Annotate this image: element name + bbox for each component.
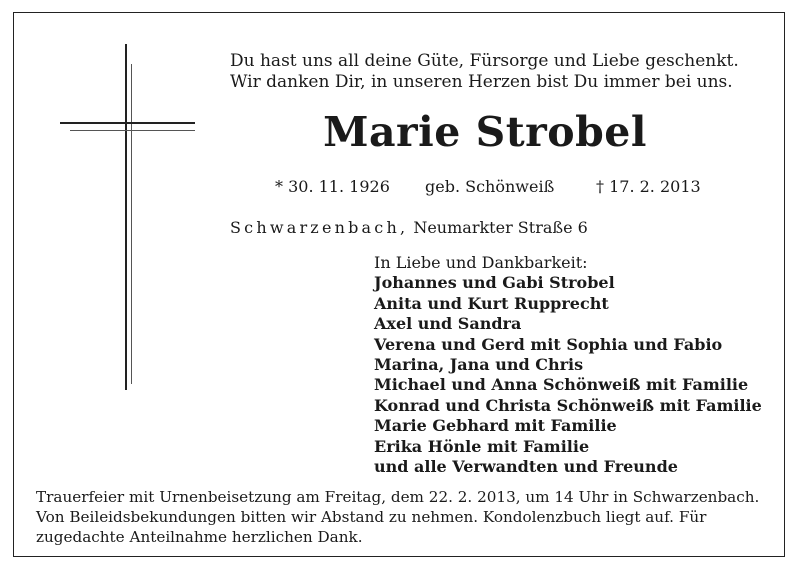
mourners-list (374, 253, 762, 477)
mourners-intro: In Liebe und Dankbarkeit: (374, 253, 588, 272)
mourner-name: Michael und Anna Schönweiß mit Familie (374, 375, 749, 395)
cross-vertical-bar (125, 44, 127, 390)
maiden-name: geb. Schönweiß (425, 177, 555, 196)
mourner-name: Anita und Kurt Rupprecht (374, 293, 609, 313)
mourner-name: Marie Gebhard mit Familie (374, 416, 617, 436)
cross-horizontal-bar (60, 122, 195, 124)
cross-horizontal-shadow (70, 130, 195, 131)
address (230, 218, 588, 237)
mourner-name: Erika Hönle mit Familie (374, 436, 590, 456)
cross-vertical-shadow (131, 64, 132, 384)
address-street: Neumarkter Straße 6 (408, 218, 588, 237)
funeral-information: Trauerfeier mit Urnenbeisetzung am Freitag, dem 22. 2. 2013, um 14 Uhr in Schwarzenbach. Von Beileidsbekundungen bitten wir Abstand zu nehmen. Kondolenzbuch liegt auf. Für zugedachte Anteilnahme herzlichen Dank. (36, 488, 760, 546)
mourner-name: Verena und Gerd mit Sophia und Fabio (374, 334, 723, 354)
address-place: Schwarzenbach, (230, 218, 409, 237)
mourner-name: Marina, Jana und Chris (374, 355, 584, 375)
mourner-name: Johannes und Gabi Strobel (374, 273, 615, 293)
deceased-name: Marie Strobel (323, 108, 647, 156)
mourner-name: und alle Verwandten und Freunde (374, 457, 678, 477)
quote-line-2: Wir danken Dir, in unseren Herzen bist Du immer bei uns. (230, 72, 733, 92)
death-date: † 17. 2. 2013 (596, 177, 701, 196)
birth-date: * 30. 11. 1926 (275, 177, 390, 196)
mourner-name: Konrad und Christa Schönweiß mit Familie (374, 395, 762, 415)
cross-icon (60, 44, 200, 390)
mourner-name: Axel und Sandra (374, 314, 522, 334)
memorial-quote (230, 51, 739, 93)
quote-line-1: Du hast uns all deine Güte, Fürsorge und Liebe geschenkt. (230, 51, 739, 71)
